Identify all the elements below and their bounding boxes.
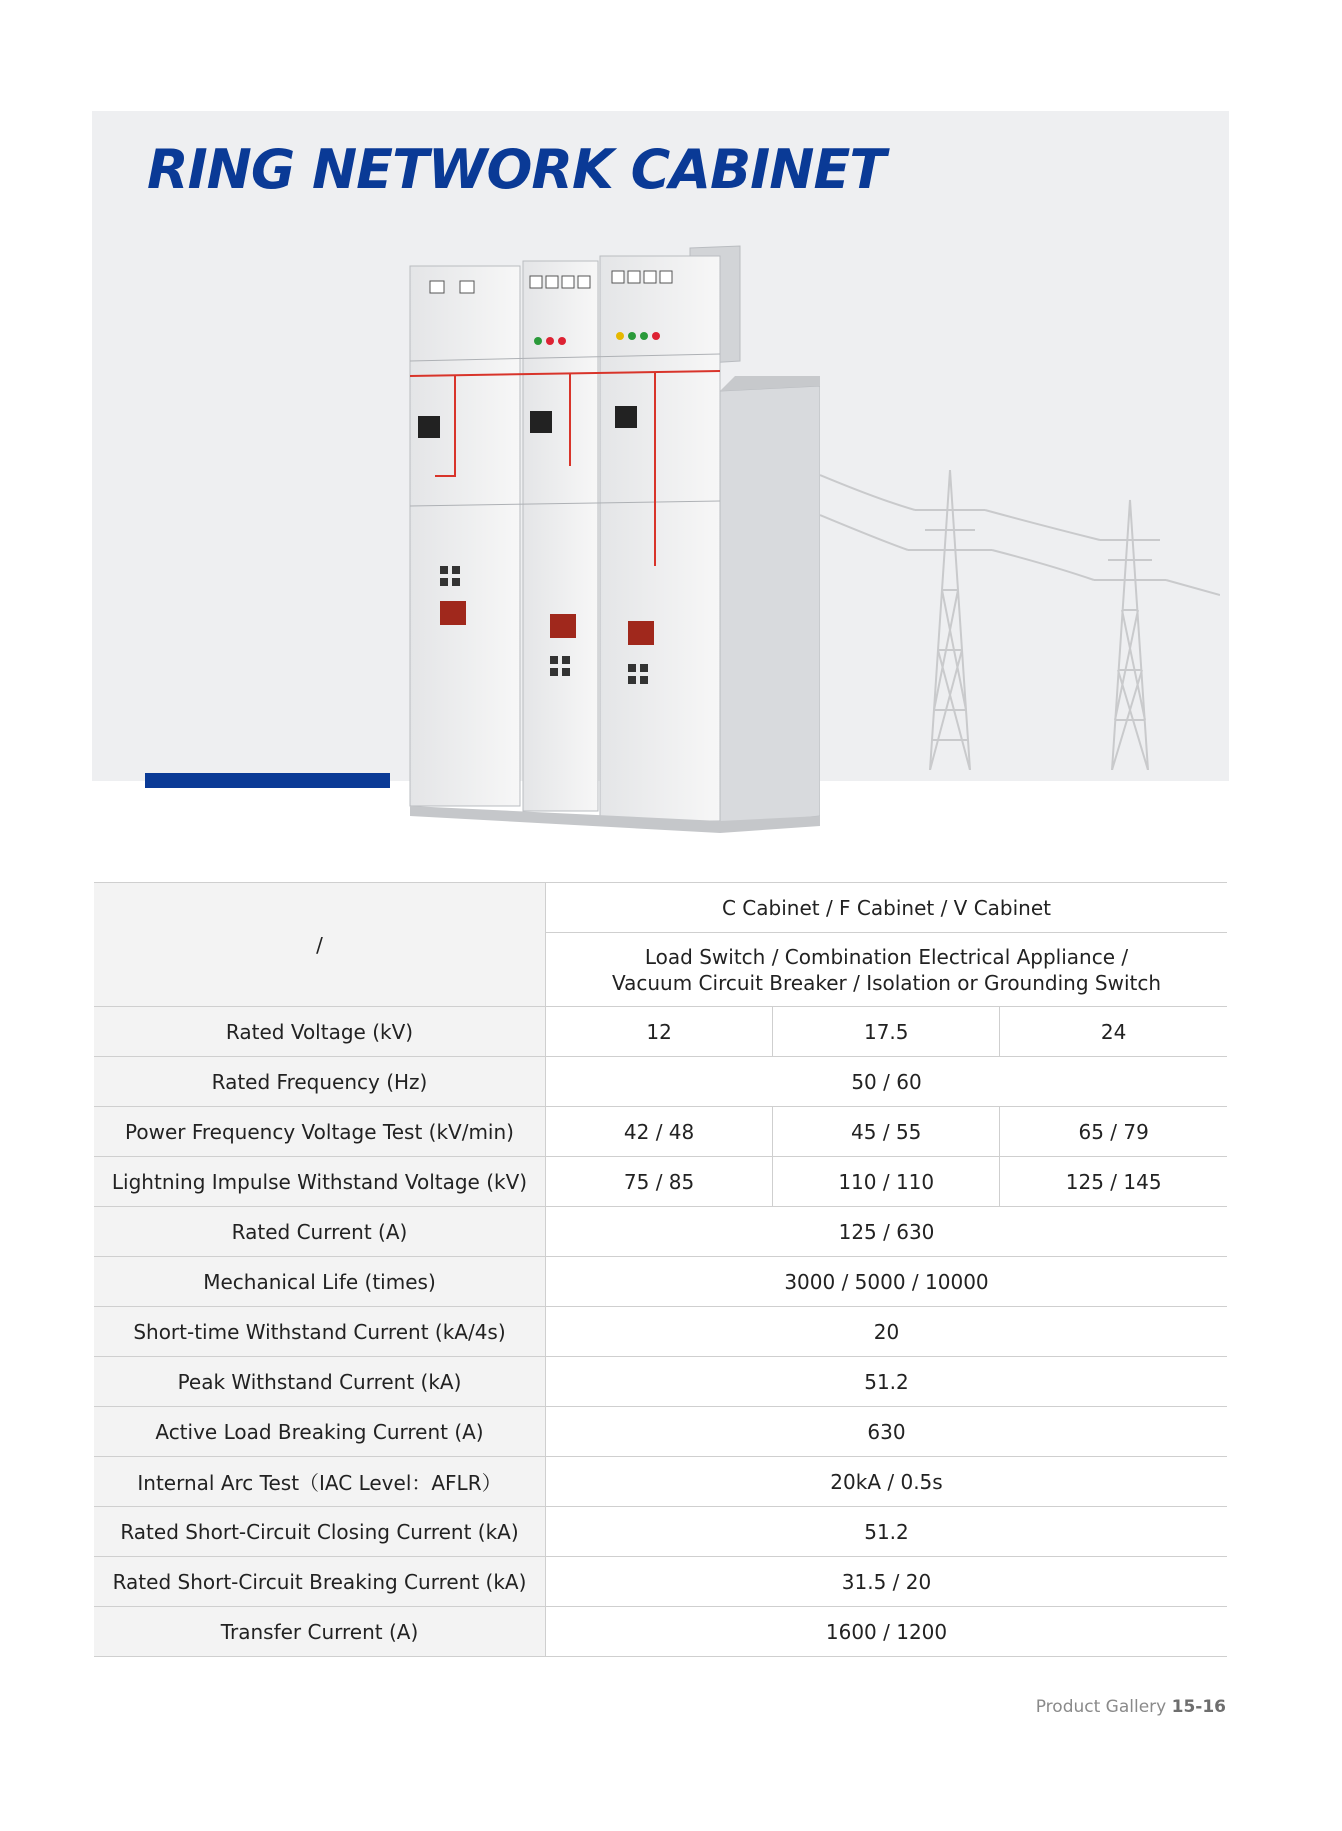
- table-row: [94, 1457, 1227, 1507]
- row-label: Transfer Current (A): [94, 1607, 546, 1657]
- components-line: Load Switch / Combination Electrical Appliance /: [644, 944, 1129, 969]
- row-value: 45 / 55: [773, 1107, 1000, 1157]
- table-row: [94, 1507, 1227, 1557]
- row-label: Internal Arc Test（IAC Level：AFLR）: [94, 1457, 546, 1507]
- row-value: 12: [546, 1007, 773, 1057]
- page-number: 15-16: [1171, 1697, 1226, 1717]
- table-row: [94, 1057, 1227, 1107]
- page-title: RING NETWORK CABINET: [147, 138, 886, 201]
- table-header-row: [94, 883, 1227, 933]
- row-value: 75 / 85: [546, 1157, 773, 1207]
- table-row: [94, 1307, 1227, 1357]
- header-label-cell: /: [94, 883, 546, 1007]
- components-cell: [546, 933, 1228, 1007]
- table-row: [94, 1407, 1227, 1457]
- table-row: [94, 1557, 1227, 1607]
- row-label: Peak Withstand Current (kA): [94, 1357, 546, 1407]
- row-value: 3000 / 5000 / 10000: [546, 1257, 1228, 1307]
- table-row: [94, 1357, 1227, 1407]
- row-label: Power Frequency Voltage Test (kV/min): [94, 1107, 546, 1157]
- page-footer: [1036, 1697, 1226, 1717]
- row-value: 31.5 / 20: [546, 1557, 1228, 1607]
- table-row: [94, 1257, 1227, 1307]
- accent-bar: [145, 773, 390, 788]
- row-value: 125 / 630: [546, 1207, 1228, 1257]
- row-value: 65 / 79: [1000, 1107, 1227, 1157]
- row-value: 17.5: [773, 1007, 1000, 1057]
- components-line: Vacuum Circuit Breaker / Isolation or Grounding Switch: [611, 970, 1162, 995]
- row-value: 125 / 145: [1000, 1157, 1227, 1207]
- row-label: Rated Voltage (kV): [94, 1007, 546, 1057]
- table-row: [94, 1107, 1227, 1157]
- row-value: 1600 / 1200: [546, 1607, 1228, 1657]
- table-row: [94, 1157, 1227, 1207]
- row-value: 51.2: [546, 1507, 1228, 1557]
- row-label: Mechanical Life (times): [94, 1257, 546, 1307]
- row-label: Lightning Impulse Withstand Voltage (kV): [94, 1157, 546, 1207]
- row-value: 42 / 48: [546, 1107, 773, 1157]
- row-value: 20kA / 0.5s: [546, 1457, 1228, 1507]
- row-value: 50 / 60: [546, 1057, 1228, 1107]
- row-label: Rated Frequency (Hz): [94, 1057, 546, 1107]
- row-value: 20: [546, 1307, 1228, 1357]
- row-label: Short-time Withstand Current (kA/4s): [94, 1307, 546, 1357]
- row-value: 51.2: [546, 1357, 1228, 1407]
- row-label: Rated Short-Circuit Closing Current (kA): [94, 1507, 546, 1557]
- row-value: 110 / 110: [773, 1157, 1000, 1207]
- ring-network-cabinet-image: [400, 236, 820, 846]
- footer-label: Product Gallery: [1035, 1697, 1167, 1717]
- table-row: [94, 1207, 1227, 1257]
- specifications-table: [94, 882, 1227, 1657]
- row-label: Rated Short-Circuit Breaking Current (kA): [94, 1557, 546, 1607]
- table-row: [94, 1607, 1227, 1657]
- transmission-towers-illustration: [820, 470, 1220, 770]
- row-label: Rated Current (A): [94, 1207, 546, 1257]
- table-row: [94, 1007, 1227, 1057]
- row-value: 24: [1000, 1007, 1227, 1057]
- row-value: 630: [546, 1407, 1228, 1457]
- cabinet-types-cell: C Cabinet / F Cabinet / V Cabinet: [546, 883, 1228, 933]
- row-label: Active Load Breaking Current (A): [94, 1407, 546, 1457]
